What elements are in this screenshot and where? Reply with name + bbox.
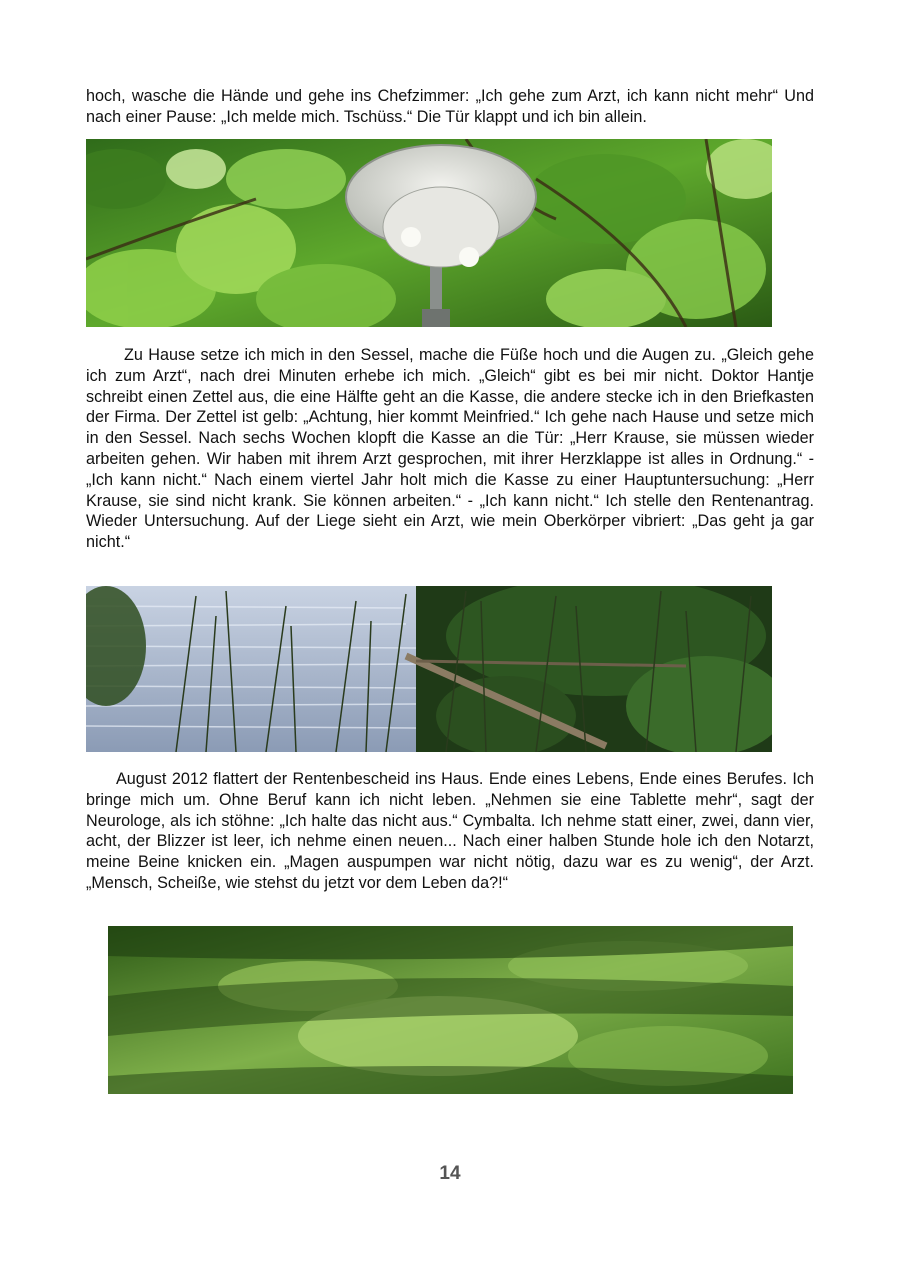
paragraph-1: hoch, wasche die Hände und gehe ins Chefzimmer: „Ich gehe zum Arzt, ich kann nicht mehr“ Und nach einer Pause: „Ich melde mich. Tschüss.“ Die Tür klappt und ich bin allein. bbox=[86, 87, 814, 126]
photo-street-lamp-trees bbox=[86, 139, 772, 327]
page-number: 14 bbox=[439, 1163, 461, 1184]
paragraph-3: August 2012 flattert der Rentenbescheid ins Haus. Ende eines Lebens, Ende eines Berufes. Ich bringe mich um. Ohne Beruf kann ich nicht leben. „Nehmen sie eine Tablette mehr“, sagt der Neurologe, als ich stöhne: „Ich halte das nicht aus.“ Cymbalta. Ich nehme statt einer, zwei, dann vier, acht, der Blizzer ist leer, ich nehme einen neuen... Nach einer halben Stunde hole ich den Notarzt, meine Beine knicken ein. „Magen auspumpen war nicht nötig, dazu war es zu wenig“, der Arzt. „Mensch, Scheiße, wie stehst du jetzt vor dem Leben da?!“ bbox=[86, 770, 814, 892]
photo-lake-reeds bbox=[86, 586, 772, 752]
paragraph-2: Zu Hause setze ich mich in den Sessel, mache die Füße hoch und die Augen zu. „Gleich gehe ich zum Arzt“, nach drei Minuten erhebe ich mich. „Gleich“ gibt es bei mir nicht. Doktor Hantje schreibt einen Zettel aus, die eine Hälfte geht an die Kasse, die andere stecke ich in den Briefkasten der Firma. Der Zettel ist gelb: „Achtung, hier kommt Meinfried.“ Ich gehe nach Hause und setze mich in den Sessel. Nach sechs Wochen klopft die Kasse an die Tür: „Herr Krause, sie müssen wieder arbeiten gehen. Wir haben mit ihrem Arzt gesprochen, mit ihrer Herzklappe ist alles in Ordnung.“ - „Ich kann nicht.“ Nach einem viertel Jahr holt mich die Kasse zu einer Hauptuntersuchung: „Herr Krause, sie sind nicht krank. Sie können arbeiten.“ - „Ich kann nicht.“ Ich stelle den Rentenantrag. Wieder Untersuchung. Auf der Liege sieht ein Arzt, wie mein Oberkörper vibriert: „Das geht ja gar nicht.“ bbox=[86, 346, 814, 552]
photo-grass-shadows bbox=[108, 926, 793, 1094]
